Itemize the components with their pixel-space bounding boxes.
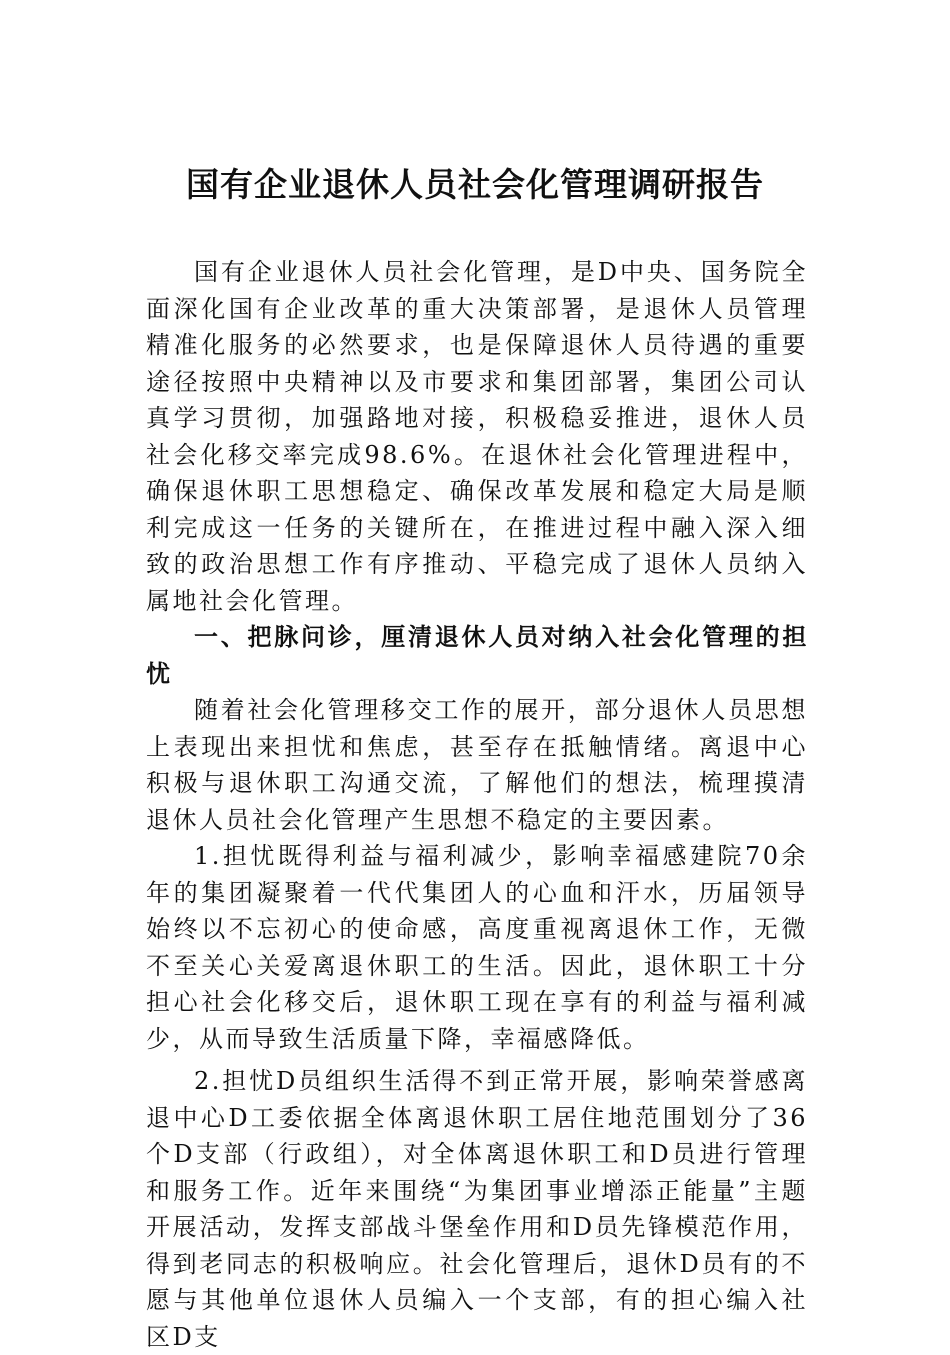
document-title: 国有企业退休人员社会化管理调研报告 bbox=[186, 165, 764, 204]
paragraph-section-1: 随着社会化管理移交工作的展开，部分退休人员思想上表现出来担忧和焦虑，甚至存在抵触情绪。离退中心积极与退休职工沟通交流，了解他们的想法，梳理摸清退休人员社会化管理产生思想不稳定的主要因素。 bbox=[146, 696, 808, 834]
paragraph-intro: 国有企业退休人员社会化管理，是D中央、国务院全面深化国有企业改革的重大决策部署，是退休人员管理精准化服务的必然要求，也是保障退休人员待遇的重要途径按照中央精神以及市要求和集团部署，集团公司认真学习贯彻，加强路地对接，积极稳妥推进，退休人员社会化移交率完成98.6%。在退休社会化管理进程中，确保退休职工思想稳定、确保改革发展和稳定大局是顺利完成这一任务的关键所在，在推进过程中融入深入细致的政治思想工作有序推动、平稳完成了退休人员纳入属地社会化管理。 bbox=[146, 258, 808, 615]
document-body bbox=[146, 254, 808, 1355]
paragraph-item-2: 2.担忧D员组织生活得不到正常开展，影响荣誉感离退中心D工委依据全体离退休职工居住地范围划分了36个D支部（行政组），对全体离退休职工和D员进行管理和服务工作。近年来围绕“为集团事业增添正能量”主题开展活动，发挥支部战斗堡垒作用和D员先锋模范作用，得到老同志的积极响应。社会化管理后，退休D员有的不愿与其他单位退休人员编入一个支部，有的担心编入社区D支 bbox=[146, 1067, 808, 1351]
section-heading-1: 一、把脉问诊，厘清退休人员对纳入社会化管理的担忧 bbox=[146, 622, 808, 688]
paragraph-item-1: 1.担忧既得利益与福利减少，影响幸福感建院70余年的集团凝聚着一代代集团人的心血和汗水，历届领导始终以不忘初心的使命感，高度重视离退休工作，无微不至关心关爱离退休职工的生活。因此，退休职工十分担心社会化移交后，退休职工现在享有的利益与福利减少，从而导致生活质量下降，幸福感降低。 bbox=[146, 842, 808, 1053]
